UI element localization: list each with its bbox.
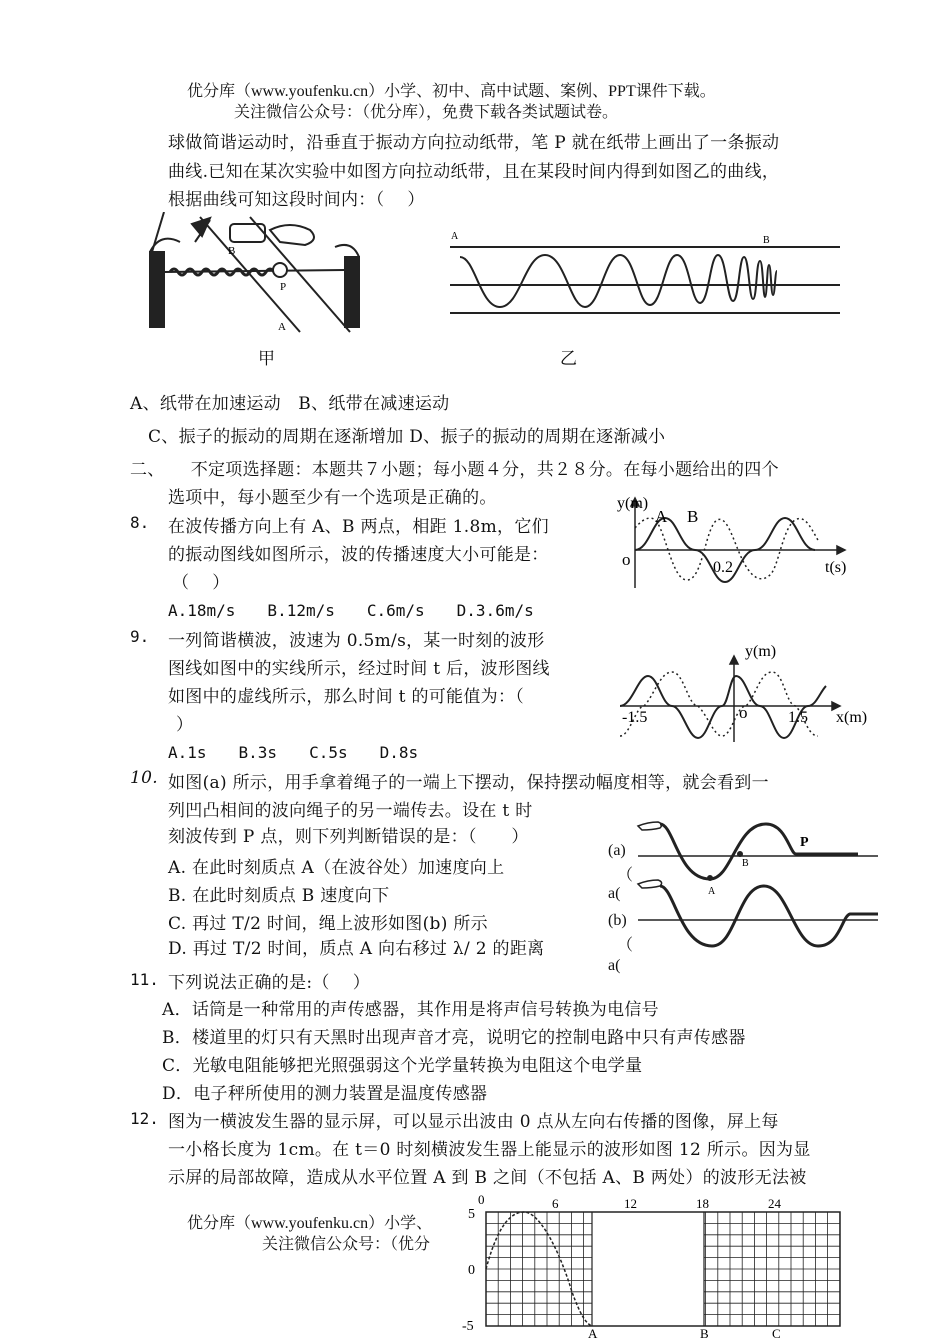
q7-options-cd: C、振子的振动的周期在逐渐增加 D、振子的振动的周期在逐渐减小 bbox=[148, 427, 666, 447]
q8-graph-label-b: B bbox=[687, 507, 699, 526]
q12-line-3: 示屏的局部故障，造成从水平位置 A 到 B 之间（不包括 A、B 两处）的波形无法被 bbox=[168, 1168, 807, 1188]
figure-yi-caption: 乙 bbox=[560, 349, 578, 369]
figure-jia-caption: 甲 bbox=[258, 349, 276, 369]
q10-option-c: C. 再过 T/2 时间，绳上波形如图(b) 所示 bbox=[168, 914, 488, 934]
q10-fig-paren-1: （ bbox=[617, 867, 634, 884]
q8-graph-label-a: A bbox=[655, 507, 668, 526]
q9-graph-xleft: -1.5 bbox=[622, 709, 648, 726]
q12-marker-a: A bbox=[588, 1326, 598, 1341]
q10-line-2: 列凹凸相间的波向绳子的另一端传去。设在 t 时 bbox=[168, 801, 533, 821]
q8-graph-origin: o bbox=[622, 550, 631, 569]
figure-jia-apparatus bbox=[140, 212, 370, 342]
q10-fig-label-a2: a( bbox=[608, 885, 621, 902]
q9-graph-xlabel: x(m) bbox=[836, 709, 868, 726]
q8-line-1: 在波传播方向上有 A、B 两点，相距 1.8m，它们 bbox=[168, 517, 549, 537]
q10-line-3: 刻波传到 P 点，则下列判断错误的是：（ ） bbox=[168, 827, 529, 847]
q10-option-a: A. 在此时刻质点 A（在波谷处）加速度向上 bbox=[168, 858, 505, 878]
intro-line-2: 曲线.已知在某次实验中如图方向拉动纸带，且在某段时间内得到如图乙的曲线， bbox=[168, 162, 780, 182]
q8-options: A.18m/s B.12m/s C.6m/s D.3.6m/s bbox=[168, 601, 534, 620]
q10-option-d: D. 再过 T/2 时间，质点 A 向右移过 λ/ 2 的距离 bbox=[168, 939, 545, 959]
q9-line-3: 如图中的虚线所示，那么时间 t 的可能值为：（ bbox=[168, 687, 525, 707]
q9-line-1: 一列简谐横波，波速为 0.5m/s，某一时刻的波形 bbox=[168, 631, 545, 651]
q12-number: 12. bbox=[130, 1109, 159, 1128]
q9-graph-xright: 1.5 bbox=[788, 709, 808, 726]
section-2-subheading: 选项中，每小题至少有一个选项是正确的。 bbox=[168, 488, 497, 508]
q10-fig-label-a3: a( bbox=[608, 957, 621, 974]
figure-jia-label-a: A bbox=[278, 321, 286, 333]
q10-number: 10. bbox=[130, 768, 158, 788]
q12-xtick-0: 0 bbox=[478, 1192, 485, 1207]
q8-line-3: （ ） bbox=[172, 573, 230, 593]
q12-display-grid bbox=[460, 1192, 850, 1342]
q10-fig-label-b2: B bbox=[742, 858, 749, 869]
q8-graph bbox=[605, 488, 865, 598]
q11-option-c: C．光敏电阻能够把光照强弱这个光学量转换为电阻这个电学量 bbox=[162, 1056, 643, 1076]
q12-xtick-24: 24 bbox=[768, 1196, 781, 1211]
q10-line-1: 如图(a) 所示，用手拿着绳子的一端上下摆动，保持摆动幅度相等，就会看到一 bbox=[168, 773, 769, 793]
header-line-1: 优分库（www.youfenku.cn）小学、初中、高中试题、案例、PPT课件下载。 bbox=[187, 83, 716, 100]
intro-line-1: 球做简谐运动时，沿垂直于振动方向拉动纸带，笔 P 就在纸带上画出了一条振动 bbox=[168, 133, 780, 153]
q9-graph-origin: o bbox=[739, 703, 748, 722]
q9-number: 9. bbox=[130, 627, 150, 646]
q9-graph-ylabel: y(m) bbox=[745, 643, 777, 660]
q11-stem: 下列说法正确的是:（ ） bbox=[168, 973, 371, 993]
footer-line-2: 关注微信公众号：（优分 bbox=[262, 1236, 431, 1253]
q11-option-d: D．电子秤所使用的测力装置是温度传感器 bbox=[162, 1084, 488, 1104]
q10-rope-figure bbox=[628, 814, 878, 954]
q10-option-b: B. 在此时刻质点 B 速度向下 bbox=[168, 886, 390, 906]
figure-yi-label-a: A bbox=[451, 231, 459, 242]
q11-number: 11. bbox=[130, 970, 159, 989]
q11-option-a: A．话筒是一种常用的声传感器，其作用是将声信号转换为电信号 bbox=[162, 1000, 659, 1020]
q12-ytick-5: 5 bbox=[468, 1207, 475, 1222]
q9-graph bbox=[610, 636, 880, 748]
q12-line-1: 图为一横波发生器的显示屏，可以显示出波由 0 点从左向右传播的图像，屏上每 bbox=[168, 1112, 779, 1132]
section-2-heading: 二、 不定项选择题：本题共７小题；每小题４分，共２８分。在每小题给出的四个 bbox=[130, 460, 779, 480]
q8-graph-tick: 0.2 bbox=[713, 559, 733, 576]
q12-ytick-0: 0 bbox=[468, 1263, 475, 1278]
q10-fig-label-a: (a) bbox=[608, 842, 626, 859]
figure-jia-label-b: B bbox=[228, 245, 236, 257]
q12-line-2: 一小格长度为 1cm。在 t＝0 时刻横波发生器上能显示的波形如图 12 所示。因为显 bbox=[168, 1140, 811, 1160]
q7-options-ab: A、纸带在加速运动 B、纸带在减速运动 bbox=[130, 394, 450, 414]
figure-yi-label-b: B bbox=[763, 235, 770, 246]
q12-marker-b: B bbox=[700, 1326, 709, 1341]
q12-xtick-18: 18 bbox=[696, 1196, 709, 1211]
q12-xtick-12: 12 bbox=[624, 1196, 637, 1211]
q9-options: A.1s B.3s C.5s D.8s bbox=[168, 743, 419, 762]
header-line-2: 关注微信公众号：（优分库），免费下载各类试题试卷。 bbox=[234, 104, 619, 121]
q10-fig-label-p: P bbox=[800, 835, 809, 850]
q8-graph-xlabel: t(s) bbox=[825, 559, 847, 576]
q8-number: 8. bbox=[130, 513, 150, 532]
q9-line-4: ） bbox=[176, 715, 194, 735]
q10-fig-paren-2: （ bbox=[617, 937, 634, 954]
q10-fig-label-b: (b) bbox=[608, 912, 627, 929]
q10-fig-label-a4: A bbox=[708, 886, 716, 897]
q12-xtick-6: 6 bbox=[552, 1196, 559, 1211]
figure-jia-label-p: P bbox=[280, 281, 287, 293]
q12-marker-c: C bbox=[772, 1326, 781, 1341]
q9-line-2: 图线如图中的实线所示，经过时间 t 后，波形图线 bbox=[168, 659, 550, 679]
footer-line-1: 优分库（www.youfenku.cn）小学、 bbox=[187, 1215, 433, 1232]
q8-line-2: 的振动图线如图所示，波的传播速度大小可能是： bbox=[168, 545, 549, 565]
q11-option-b: B．楼道里的灯只有天黑时出现声音才亮，说明它的控制电路中只有声传感器 bbox=[162, 1028, 746, 1048]
intro-line-3: 根据曲线可知这段时间内：（ ） bbox=[168, 190, 425, 210]
q12-ytick-minus-5: -5 bbox=[462, 1319, 474, 1334]
figure-yi-curve bbox=[445, 225, 845, 325]
q8-graph-ylabel: y(m) bbox=[617, 495, 649, 512]
